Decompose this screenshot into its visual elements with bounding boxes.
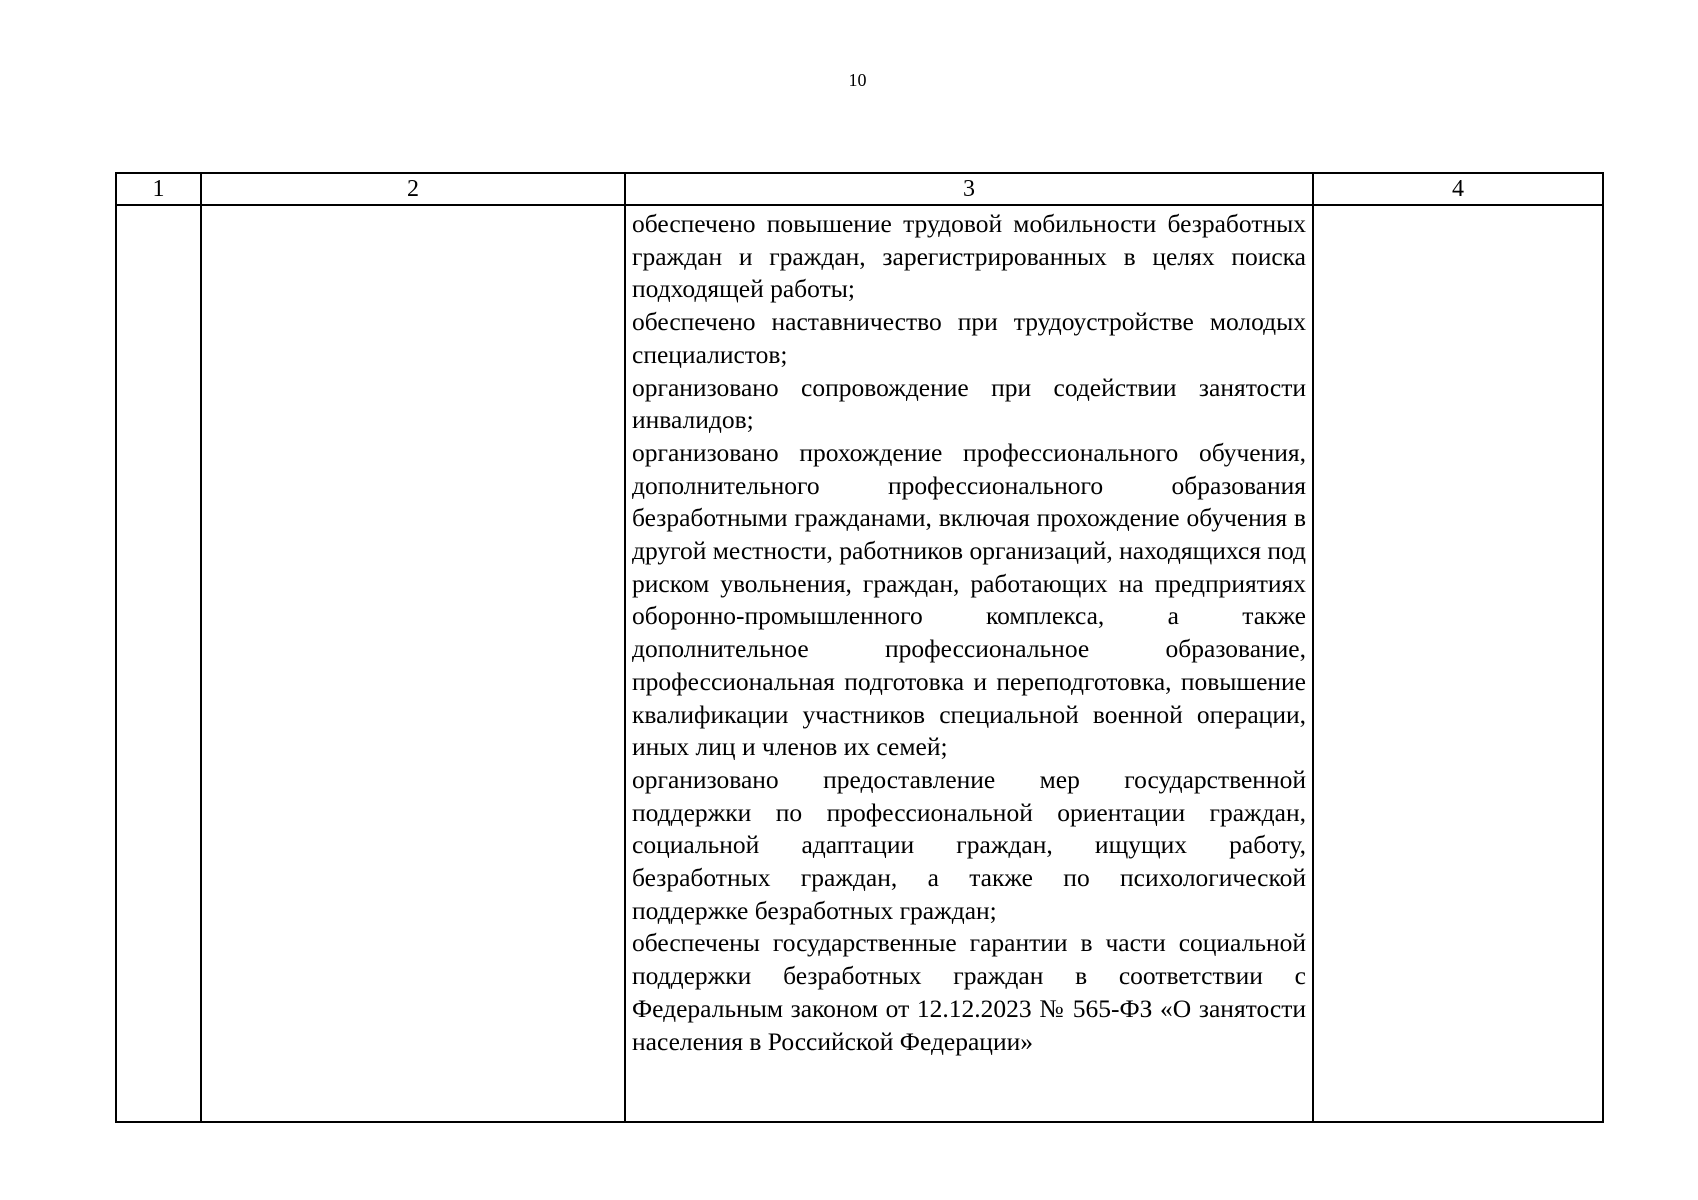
results-text-block [626,206,1312,1058]
header-cell-4: 4 [1313,173,1603,205]
table-row [116,205,1603,1122]
result-paragraph: обеспечены государственные гарантии в части социальной поддержки безработных граждан в соответствии с Федеральным законом от 12.12.2023 № 565-ФЗ «О занятости населения в Российской Федерации» [632,928,1306,1056]
header-cell-2: 2 [201,173,625,205]
result-paragraph: обеспечено наставничество при трудоустройстве молодых специалистов; [632,307,1306,369]
header-cell-3: 3 [625,173,1313,205]
content-table [115,172,1604,1123]
cell-col-1 [116,205,201,1122]
table-header-row [116,173,1603,205]
result-paragraph: организовано прохождение профессионального обучения, дополнительного профессионального образования безработными гражданами, включая прохождение обучения в другой местности, работников организаций, находящихся под риском увольнения, граждан, работающих на предприятиях оборонно-промышленного комплекса, а также дополнительное профессиональное образование, профессиональная подготовка и переподготовка, повышение квалификации участников специальной военной операции, иных лиц и членов их семей; [632,437,1306,762]
cell-col-4 [1313,205,1603,1122]
cell-col-3 [625,205,1313,1122]
result-paragraph: обеспечено повышение трудовой мобильности безработных граждан и граждан, зарегистрированных в целях поиска подходящей работы; [632,209,1306,304]
result-paragraph: организовано сопровождение при содействии занятости инвалидов; [632,372,1306,435]
page-number: 10 [848,70,867,90]
header-cell-1: 1 [116,173,201,205]
result-paragraph: организовано предоставление мер государственной поддержки по профессиональной ориентации граждан, социальной адаптации граждан, ищущих работу, безработных граждан, а также по психологической поддержке безработных граждан; [632,764,1306,925]
cell-col-2 [201,205,625,1122]
